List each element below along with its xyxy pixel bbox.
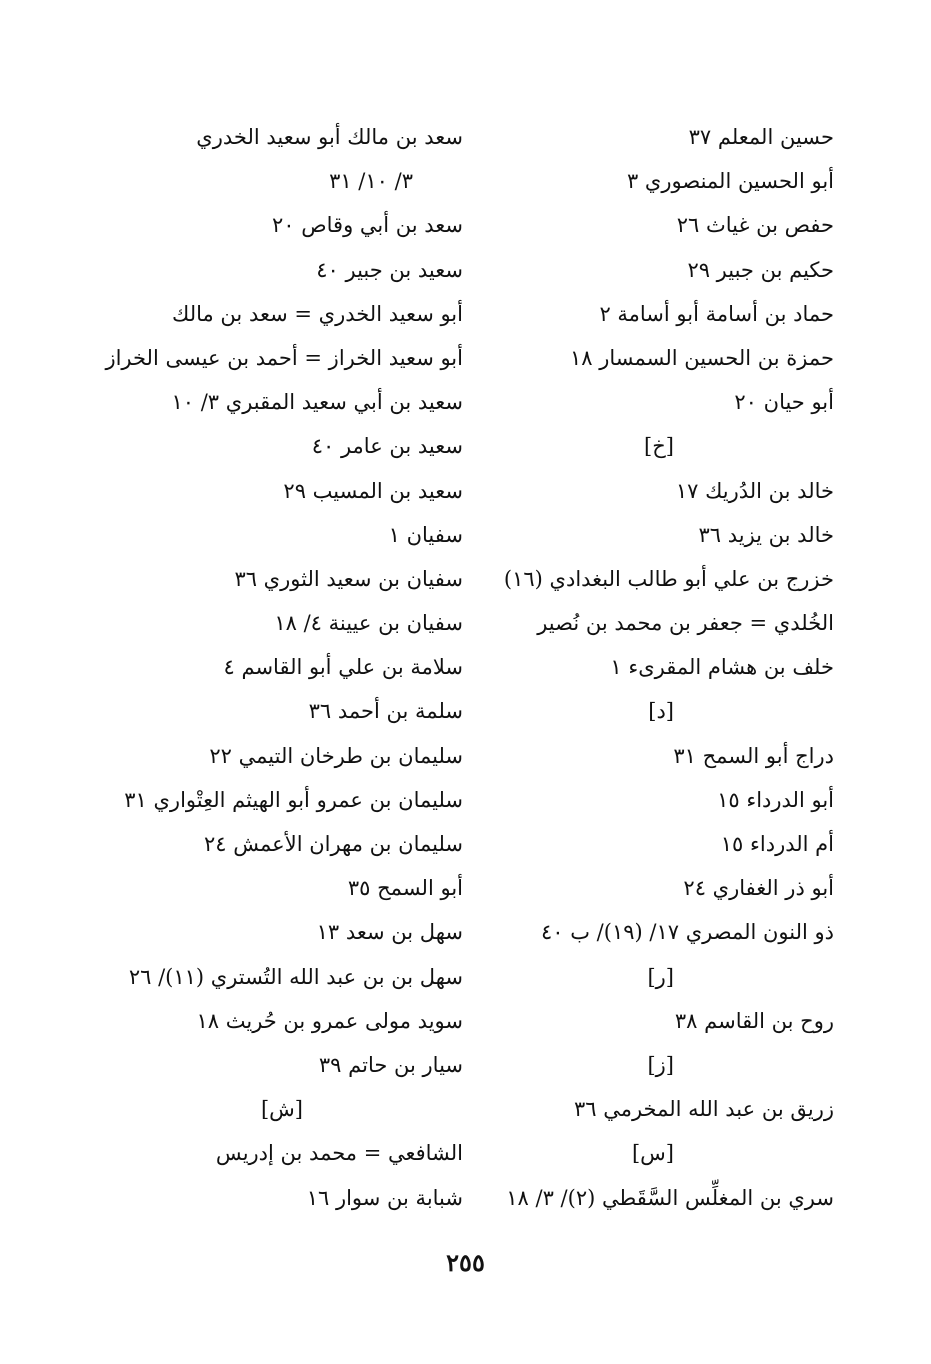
index-entry: سري بن المغلِّس السَّقَطي (٢)/ ٣/ ١٨ xyxy=(506,1185,834,1210)
index-entry: خالد بن الدُريك ١٧ xyxy=(675,478,834,503)
index-column-right xyxy=(494,115,834,1220)
index-entry: دراج أبو السمح ٣١ xyxy=(673,743,834,768)
index-entry: سلمة بن أحمد ٣٦ xyxy=(308,699,463,724)
index-entry: سفيان ١ xyxy=(388,522,463,547)
index-entry: ٣/ ١٠/ ٣١ xyxy=(329,169,413,194)
index-entry: حماد بن أسامة أبو أسامة ٢ xyxy=(599,301,834,326)
index-entry: سعيد بن جبير ٤٠ xyxy=(316,257,463,282)
index-entry: خلف بن هشام المقرىء ١ xyxy=(610,655,834,680)
index-entry: أبو الدرداء ١٥ xyxy=(717,787,834,812)
index-entry: أم الدرداء ١٥ xyxy=(720,832,834,856)
section-letter-heading: [ر] xyxy=(647,964,674,989)
section-letter-heading: [د] xyxy=(648,699,674,724)
index-entry: سلامة بن علي أبو القاسم ٤ xyxy=(223,655,463,680)
index-entry: أبو حيان ٢٠ xyxy=(734,390,834,415)
index-entry: سفيان بن سعيد الثوري ٣٦ xyxy=(234,566,463,591)
index-entry: سفيان بن عيينة ٤/ ١٨ xyxy=(274,611,463,636)
section-letter-heading: [ش] xyxy=(260,1097,303,1122)
index-entry: حفص بن غياث ٢٦ xyxy=(676,213,834,238)
index-entry: سعيد بن عامر ٤٠ xyxy=(311,434,463,459)
index-entry: خالد بن يزيد ٣٦ xyxy=(698,522,834,547)
index-column-left xyxy=(103,115,463,1220)
page-number: ٢٥٥ xyxy=(446,1248,485,1277)
index-entry: سيار بن حاتم ٣٩ xyxy=(318,1052,463,1077)
index-entry: أبو السمح ٣٥ xyxy=(347,876,463,901)
index-entry: الشافعي = محمد بن إدريس xyxy=(215,1141,463,1166)
index-entry: حمزة بن الحسين السمسار ١٨ xyxy=(569,345,834,370)
index-entry: سعد بن مالك أبو سعيد الخدري xyxy=(196,125,463,149)
index-entry: سهل بن بن عبد الله التُستري (١١)/ ٢٦ xyxy=(128,964,463,989)
index-entry: حسين المعلم ٣٧ xyxy=(688,125,834,149)
index-entry: سعد بن أبي وقاص ٢٠ xyxy=(272,213,463,238)
section-letter-heading: [ز] xyxy=(647,1052,674,1077)
index-entry: حكيم بن جبير ٢٩ xyxy=(687,257,834,282)
index-entry: سليمان بن طرخان التيمي ٢٢ xyxy=(209,743,463,768)
index-entry: سعيد بن المسيب ٢٩ xyxy=(283,478,463,503)
index-entry: ذو النون المصري ١٧/ (١٩)/ ب ٤٠ xyxy=(541,920,834,945)
index-entry: سهل بن سعد ١٣ xyxy=(316,920,463,945)
index-entry: سويد مولى عمرو بن حُريث ١٨ xyxy=(196,1008,463,1033)
index-entry: أبو ذر الغفاري ٢٤ xyxy=(683,876,834,901)
index-entry: خزرج بن علي أبو طالب البغدادي (١٦) xyxy=(503,566,834,591)
section-letter-heading: [خ] xyxy=(644,434,674,459)
index-entry: أبو سعيد الخراز = أحمد بن عيسى الخراز xyxy=(105,345,463,370)
section-letter-heading: [س] xyxy=(631,1141,674,1166)
index-entry: روح بن القاسم ٣٨ xyxy=(674,1008,834,1033)
index-entry: شبابة بن سوار ١٦ xyxy=(306,1185,463,1210)
index-entry: أبو سعيد الخدري = سعد بن مالك xyxy=(172,301,463,326)
index-entry: سليمان بن مهران الأعمش ٢٤ xyxy=(204,832,463,856)
index-entry: أبو الحسين المنصوري ٣ xyxy=(626,169,834,194)
index-entry: الخُلدي = جعفر بن محمد بن نُصير xyxy=(537,611,834,636)
index-entry: سعيد بن أبي سعيد المقبري ٣/ ١٠ xyxy=(171,390,463,415)
index-entry: سليمان بن عمرو أبو الهيثم العِتْواري ٣١ xyxy=(124,787,463,812)
index-entry: زريق بن عبد الله المخرمي ٣٦ xyxy=(573,1097,834,1122)
